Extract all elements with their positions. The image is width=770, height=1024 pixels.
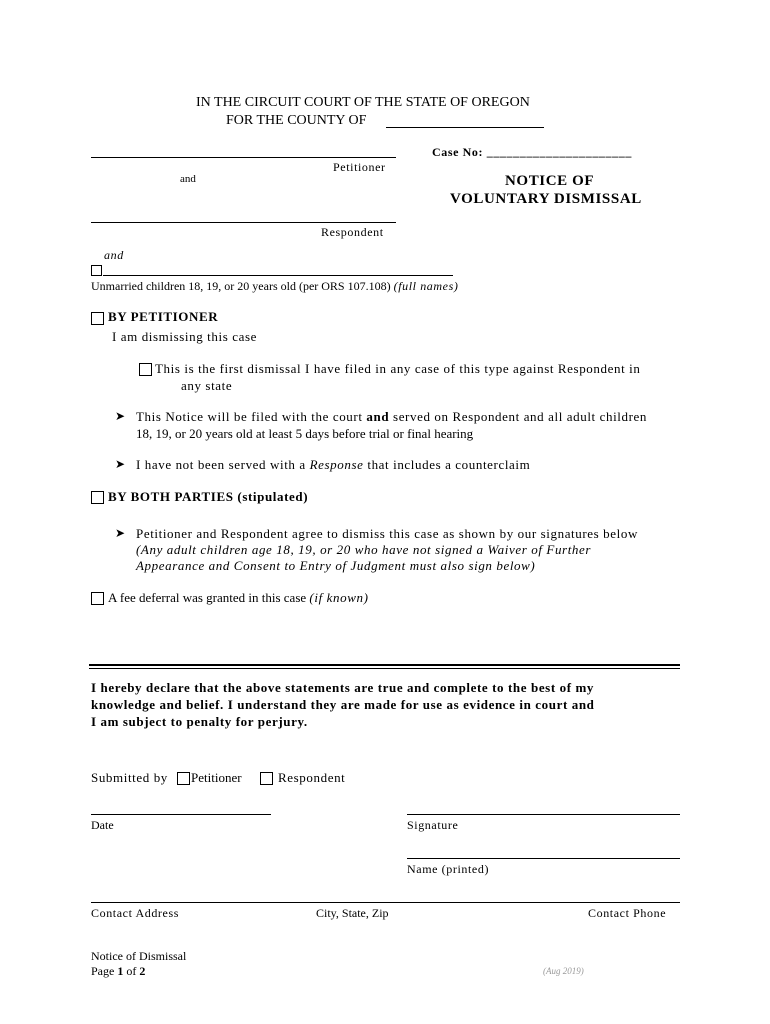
- footer-form-name: Notice of Dismissal: [91, 949, 187, 963]
- section-divider-2: [89, 668, 680, 669]
- county-heading: FOR THE COUNTY OF: [226, 113, 367, 128]
- signature-line[interactable]: [407, 814, 680, 815]
- notice-filed-text-2: 18, 19, or 20 years old at least 5 days before trial or final hearing: [136, 426, 474, 441]
- submitted-respondent-checkbox[interactable]: [260, 772, 273, 785]
- by-petitioner-checkbox[interactable]: [91, 312, 104, 325]
- children-checkbox[interactable]: [91, 265, 102, 276]
- respondent-name-line[interactable]: [91, 222, 396, 223]
- declaration-line-1: I hereby declare that the above statements are true and complete to the best of my: [91, 680, 595, 695]
- children-label: Unmarried children 18, 19, or 20 years old (per ORS 107.108) (full names): [91, 279, 459, 293]
- fee-deferral-checkbox[interactable]: [91, 592, 104, 605]
- title-line2: VOLUNTARY DISMISSAL: [450, 191, 642, 207]
- signature-label: Signature: [407, 818, 459, 832]
- first-dismissal-text: This is the first dismissal I have filed in any case of this type against Respondent in: [155, 361, 641, 376]
- notice-filed-and: and: [366, 409, 390, 424]
- children-name-line[interactable]: [103, 275, 453, 276]
- footer-page-number: Page 1 of 2: [91, 964, 146, 978]
- county-input-line[interactable]: [386, 127, 544, 128]
- adult-children-note-1: (Any adult children age 18, 19, or 20 who have not signed a Waiver of Further: [136, 542, 592, 557]
- children-label-note: (full names): [393, 279, 459, 293]
- contact-address-label: Contact Address: [91, 906, 179, 920]
- first-dismissal-checkbox[interactable]: [139, 363, 152, 376]
- page-current: 1: [117, 964, 124, 978]
- submitted-petitioner-checkbox[interactable]: [177, 772, 190, 785]
- arrow-bullet-icon: ➤: [115, 409, 126, 423]
- fee-deferral-note: (if known): [309, 590, 369, 605]
- contact-phone-label: Contact Phone: [588, 906, 667, 920]
- declaration-line-3: I am subject to penalty for perjury.: [91, 714, 308, 729]
- adult-children-note-2: Appearance and Consent to Entry of Judgment must also sign below): [136, 558, 536, 573]
- arrow-bullet-icon: ➤: [115, 526, 126, 540]
- agree-text: Petitioner and Respondent agree to dismiss this case as shown by our signatures below: [136, 526, 638, 541]
- footer-revision: (Aug 2019): [543, 966, 584, 976]
- court-heading: IN THE CIRCUIT COURT OF THE STATE OF OREGON: [196, 95, 530, 110]
- declaration-line-2: knowledge and belief. I understand they are made for use as evidence in court and: [91, 697, 595, 712]
- petitioner-name-line[interactable]: [91, 157, 396, 158]
- notice-filed-text: This Notice will be filed with the court and served on Respondent and all adult children: [136, 409, 647, 424]
- arrow-bullet-icon: ➤: [115, 457, 126, 471]
- by-petitioner-heading: BY PETITIONER: [108, 309, 219, 324]
- date-line[interactable]: [91, 814, 271, 815]
- response-term: Response: [309, 457, 364, 472]
- date-label: Date: [91, 818, 114, 832]
- submitted-by-label: Submitted by: [91, 770, 168, 785]
- and-label-2: and: [104, 248, 124, 262]
- by-both-heading: BY BOTH PARTIES (stipulated): [108, 489, 309, 504]
- and-label: and: [180, 173, 196, 185]
- petitioner-label: Petitioner: [333, 160, 386, 174]
- section-divider: [89, 664, 680, 666]
- by-both-checkbox[interactable]: [91, 491, 104, 504]
- not-served-text: I have not been served with a Response that includes a counterclaim: [136, 457, 531, 472]
- by-petitioner-subtext: I am dismissing this case: [112, 329, 257, 344]
- name-printed-line[interactable]: [407, 858, 680, 859]
- fee-deferral-text: A fee deferral was granted in this case (if known): [108, 590, 369, 605]
- page-total: 2: [139, 964, 146, 978]
- submitted-petitioner-label: Petitioner: [191, 770, 242, 785]
- first-dismissal-text-2: any state: [181, 378, 233, 393]
- name-printed-label: Name (printed): [407, 862, 490, 876]
- title-line1: NOTICE OF: [505, 173, 595, 189]
- submitted-respondent-label: Respondent: [278, 770, 346, 785]
- respondent-label: Respondent: [321, 225, 384, 239]
- case-number-field[interactable]: Case No: ______________________: [432, 145, 632, 159]
- contact-line[interactable]: [91, 902, 680, 903]
- city-state-zip-label: City, State, Zip: [316, 906, 389, 920]
